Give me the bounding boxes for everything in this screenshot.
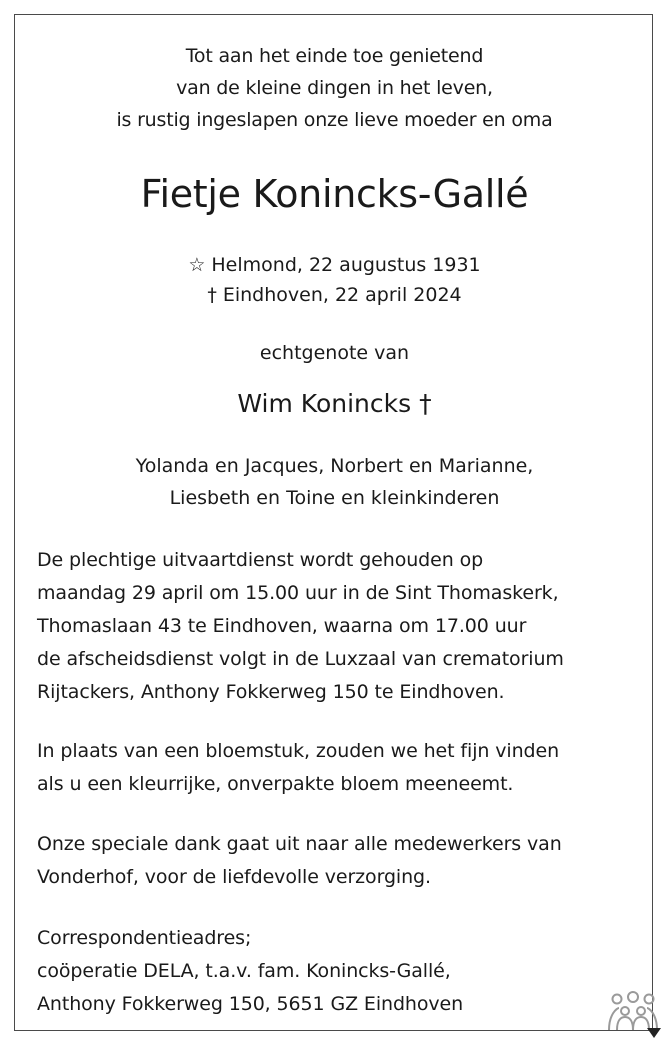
service-line: maandag 29 april om 15.00 uur in de Sint Thomaskerk, — [37, 582, 559, 604]
spouse-name: Wim Konincks † — [237, 389, 432, 418]
people-group-logo-icon — [605, 990, 661, 1040]
thanks-line: Vonderhof, voor de liefdevolle verzorging. — [37, 866, 431, 888]
flowers-line: als u een kleurrijke, onverpakte bloem meeneemt. — [37, 773, 514, 795]
poem-line: Tot aan het einde toe genietend — [185, 45, 484, 67]
star-icon: ☆ — [188, 254, 206, 276]
life-dates — [0, 250, 669, 310]
correspondence-address — [37, 922, 637, 1021]
service-line: De plechtige uitvaartdienst wordt gehouden op — [37, 549, 484, 571]
death-text: Eindhoven, 22 april 2024 — [222, 284, 462, 306]
birth-text: Helmond, 22 augustus 1931 — [211, 254, 481, 276]
deceased-name: Fietje Konincks-Gallé — [140, 172, 529, 216]
flowers-paragraph — [37, 735, 637, 801]
children-line: Liesbeth en Toine en kleinkinderen — [169, 487, 500, 509]
poem-line: is rustig ingeslapen onze lieve moeder en oma — [116, 109, 553, 131]
service-line: Rijtackers, Anthony Fokkerweg 150 te Eindhoven. — [37, 681, 505, 703]
flowers-line: In plaats van een bloemstuk, zouden we het fijn vinden — [37, 740, 560, 762]
thanks-paragraph — [37, 828, 637, 894]
poem-line: van de kleine dingen in het leven, — [176, 77, 493, 99]
poem — [0, 40, 669, 136]
thanks-line: Onze speciale dank gaat uit naar alle medewerkers van — [37, 833, 562, 855]
children-line: Yolanda en Jacques, Norbert en Marianne, — [135, 455, 534, 477]
correspondence-line: Anthony Fokkerweg 150, 5651 GZ Eindhoven — [37, 993, 464, 1015]
spouse-label: echtgenote van — [259, 342, 410, 364]
service-paragraph — [37, 544, 637, 709]
death-row — [0, 280, 669, 310]
cross-icon: † — [207, 284, 217, 306]
service-line: de afscheidsdienst volgt in de Luxzaal van crematorium — [37, 648, 564, 670]
correspondence-line: Correspondentieadres; — [37, 927, 252, 949]
correspondence-line: coöperatie DELA, t.a.v. fam. Konincks-Gallé, — [37, 960, 451, 982]
service-line: Thomaslaan 43 te Eindhoven, waarna om 17.00 uur — [37, 615, 527, 637]
birth-row — [0, 250, 669, 280]
children-list — [0, 450, 669, 514]
